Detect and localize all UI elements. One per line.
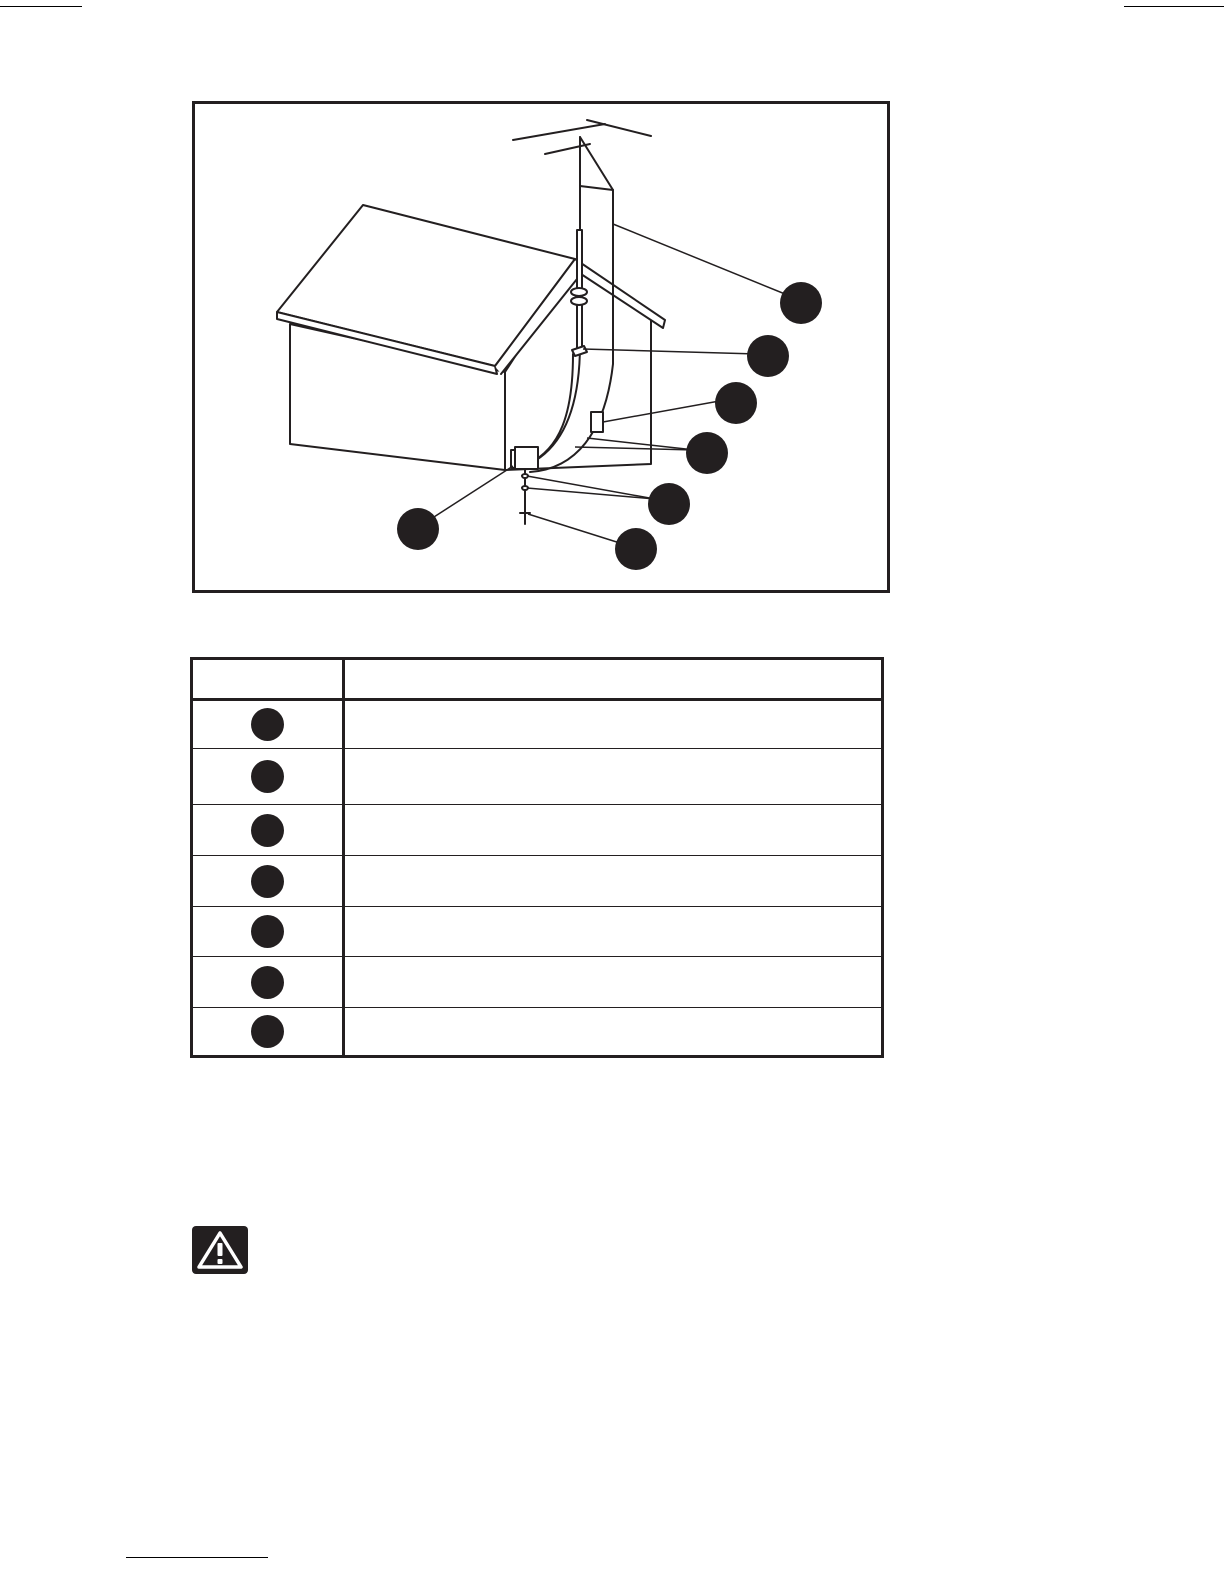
black-circle-callout-icon [251,1015,284,1048]
callout-electric-service-icon [397,508,439,550]
callout-discharge-unit-icon [715,382,757,424]
black-circle-callout-icon [251,814,284,847]
table-cell-description [344,749,883,805]
black-circle-callout-icon [251,760,284,793]
antenna-element-lower [545,144,590,154]
legend-table [190,657,884,1058]
table-row [192,749,883,805]
black-circle-callout-icon [251,708,284,741]
callout-ground-clamps-icon [648,483,690,525]
ground-clamp-upper [571,288,587,296]
crop-mark-top-left [0,6,82,7]
table-cell-description [344,1008,883,1057]
crop-mark-bottom-left [126,1557,268,1558]
table-row [192,700,883,749]
callout-grounding-electrode-icon [615,528,657,570]
warning-triangle-icon [192,1226,248,1274]
table-cell-description [344,700,883,749]
black-circle-callout-icon [251,966,284,999]
electric-service-box [515,447,538,469]
legend-table-header [192,659,883,700]
table-cell-description [344,957,883,1008]
crop-mark-top-right [1124,6,1224,7]
callout-grounding-conductors-icon [686,432,728,474]
table-row [192,856,883,907]
legend-header-callout [192,659,344,700]
table-row [192,805,883,856]
table-row [192,1008,883,1057]
table-cell-description [344,856,883,907]
black-circle-callout-icon [251,915,284,948]
house-illustration [195,104,887,590]
antenna-element-mid [513,124,605,140]
callout-lead-in-wire-icon [780,282,822,324]
table-cell-description [344,805,883,856]
legend-header-description [344,659,883,700]
black-circle-callout-icon [251,865,284,898]
table-cell-description [344,907,883,957]
ground-clamp-upper-2 [571,297,587,305]
antenna-grounding-figure [192,101,890,593]
antenna-element-upper [587,120,651,136]
callout-discharge-clamp-icon [747,335,789,377]
antenna-discharge-unit [591,412,603,432]
table-row [192,957,883,1008]
table-row [192,907,883,957]
